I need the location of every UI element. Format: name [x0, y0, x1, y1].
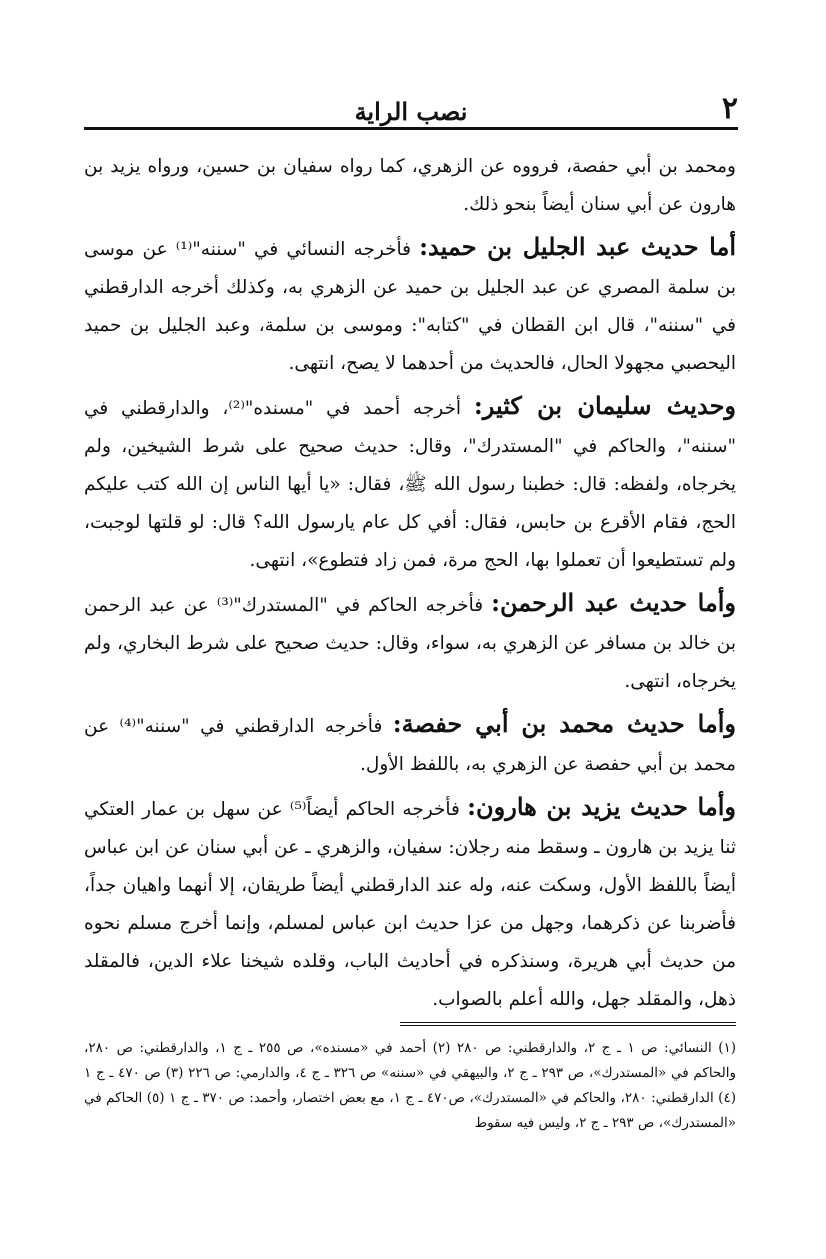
- paragraph-text: فأخرجه الدارقطني في "سننه"⁽⁴⁾ عن محمد بن أبي حفصة عن الزهري به، باللفظ الأول.: [84, 716, 736, 775]
- page-number: ٢: [721, 91, 738, 126]
- paragraph: [84, 145, 736, 224]
- paragraph: [84, 584, 736, 701]
- paragraph: [84, 228, 736, 383]
- main-text: [84, 145, 736, 1019]
- footnote-separator: [400, 1022, 736, 1026]
- header-rule: [84, 127, 738, 130]
- footnote-text: (١) النسائي: ص ١ ـ ج ٢، والدارقطني: ص ٢٨٠ (٢) أحمد في «مسنده»، ص ٢٥٥ ـ ج ١، والدارقطني: ص ٢٨٠، والحاكم في «المستدرك»، ص ٢٩٣ ـ ج ٢، والبيهقي في «سننه» ص ٣٢٦ ـ ج ٤، والدارمي: ص ٢٢٦ (٣) ص ٤٧٠ ـ ج ١ (٤) الدارقطني: ٢٨٠، والحاكم في «المستدرك»، ص٤٧٠ ـ ج ١، مع بعض اختصار، وأحمد: ص ٣٧٠ ـ ج ١ (٥) الحاكم في «المستدرك»، ص ٢٩٣ ـ ج ٢، وليس فيه سقوط: [84, 1040, 737, 1131]
- paragraph-lead: وحديث سليمان بن كثير:: [473, 391, 736, 420]
- paragraph-lead: أما حديث عبد الجليل بن حميد:: [419, 232, 736, 261]
- footnotes: [84, 1036, 736, 1136]
- paragraph: [84, 387, 736, 580]
- paragraph-lead: وأما حديث محمد بن أبي حفصة:: [392, 709, 736, 738]
- paragraph: [84, 705, 736, 784]
- paragraph-text: فأخرجه النسائي في "سننه"⁽¹⁾ عن موسى بن سلمة المصري عن عبد الجليل بن حميد عن الزهري به، وكذلك أخرجه الدارقطني في "سننه"، قال ابن القطان في "كتابه": وموسى بن سلمة، وعبد الجليل بن حميد اليحصبي مجهولا الحال، فالحديث من أحدهما لا يصح، انتهى.: [84, 239, 736, 374]
- running-title: نصب الراية: [354, 97, 468, 126]
- paragraph-text: أخرجه أحمد في "مسنده"⁽²⁾، والدارقطني في "سننه"، والحاكم في "المستدرك"، وقال: حديث صحيح على شرط الشيخين، ولم يخرجاه، ولفظه: قال: خطبنا رسول الله ﷺ، فقال: «يا أيها الناس إن الله كتب عليكم الحج، فقام الأقرع بن حابس، فقال: أفي كل عام يارسول الله؟ قال: لو قلتها لوجبت، ولم تستطيعوا أن تعملوا بها، الحج مرة، فمن زاد فتطوع»، انتهى.: [84, 398, 736, 571]
- paragraph: [84, 788, 736, 1019]
- paragraph-text: فأخرجه الحاكم أيضاً⁽⁵⁾ عن سهل بن عمار العتكي ثنا يزيد بن هارون ـ وسقط منه رجلان: سفيان، والزهري ـ عن أبي سنان عن ابن عباس أيضاً باللفظ الأول، وسكت عنه، وله عند الدارقطني أيضاً طريقان، إلا أنهما واهيان جداً، فأضربنا عن ذكرهما، وجهل من عزا حديث ابن عباس لمسلم، وإنما أخرج مسلم نحوه من حديث أبي هريرة، وسنذكره في أحاديث الباب، وقلده شيخنا علاء الدين، فالمقلد ذهل، والمقلد جهل، والله أعلم بالصواب.: [84, 799, 736, 1010]
- paragraph-lead: وأما حديث يزيد بن هارون:: [467, 792, 736, 821]
- paragraph-text: ومحمد بن أبي حفصة، فرووه عن الزهري، كما رواه سفيان بن حسين، ورواه يزيد بن هارون عن أبي سنان أيضاً بنحو ذلك.: [84, 156, 736, 215]
- paragraph-text: فأخرجه الحاكم في "المستدرك"⁽³⁾ عن عبد الرحمن بن خالد بن مسافر عن الزهري به، سواء، وقال: حديث صحيح على شرط البخاري، ولم يخرجاه، انتهى.: [84, 595, 736, 692]
- page-header: [84, 88, 738, 126]
- paragraph-lead: وأما حديث عبد الرحمن:: [491, 588, 736, 617]
